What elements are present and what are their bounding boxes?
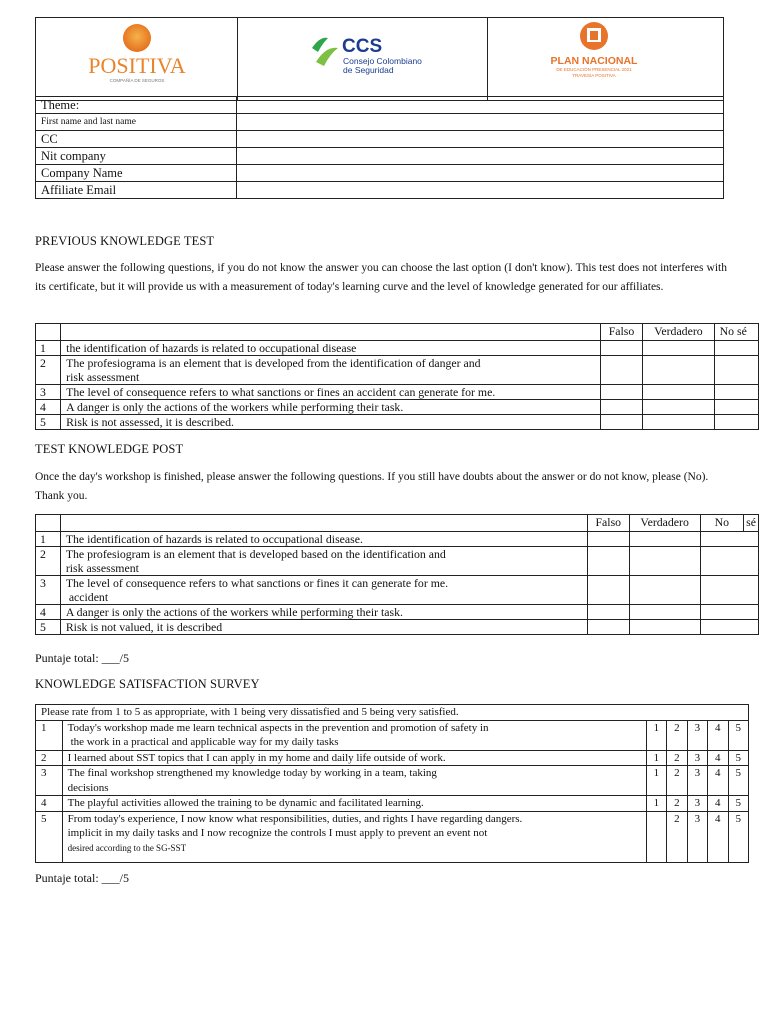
- rating-4[interactable]: 4: [708, 811, 728, 862]
- answer-no-se-cell[interactable]: [700, 576, 759, 605]
- table-row: [36, 796, 749, 812]
- posttest-table: [35, 514, 759, 635]
- row-number: 5: [36, 620, 61, 635]
- answer-verdadero-cell[interactable]: [643, 341, 714, 356]
- pretest-intro: Please answer the following questions, if you do not know the answer you can choose the last option (I don't know). This test does not interferes with its certificate, but it will provide us with a measurement of today's learning curve and the level of knowledge generated for our affiliates.: [35, 262, 727, 293]
- survey-instruction: Please rate from 1 to 5 as appropriate, with 1 being very dissatisfied and 5 being very satisfied.: [36, 705, 749, 721]
- question-line: desired according to the SG-SST: [67, 842, 187, 853]
- question-line: the work in a practical and applicable way for my daily tasks: [70, 736, 339, 748]
- rating-3[interactable]: 3: [687, 796, 707, 812]
- answer-verdadero-cell[interactable]: [629, 532, 700, 547]
- rating-2[interactable]: 2: [667, 766, 687, 796]
- answer-falso-cell[interactable]: [600, 400, 642, 415]
- answer-verdadero-cell[interactable]: [629, 605, 700, 620]
- rating-2[interactable]: 2: [667, 720, 687, 750]
- logo-positiva-cell: [36, 18, 238, 101]
- plan-logo-line1: PLAN NACIONAL: [550, 55, 638, 67]
- question-text: the identification of hazards is related to occupational disease: [61, 341, 601, 356]
- question-line: accident: [68, 590, 109, 604]
- ccs-logo-line1: Consejo Colombiano: [343, 56, 422, 66]
- ccs-logo: [238, 18, 487, 95]
- question-line: decisions: [67, 781, 109, 794]
- row-number: 3: [36, 766, 63, 796]
- plan-nacional-logo: [488, 18, 723, 95]
- rating-4[interactable]: 4: [708, 796, 728, 812]
- question-text: [60, 547, 587, 576]
- positiva-logo-name: POSITIVA: [88, 53, 186, 78]
- question-line: The final workshop strengthened my knowledge today by working in a team, taking: [67, 767, 437, 779]
- field-label-nit: Nit company: [36, 148, 237, 165]
- answer-falso-cell[interactable]: [587, 605, 629, 620]
- cc-input-cell[interactable]: [237, 131, 724, 148]
- logo-ccs-cell: [238, 18, 488, 101]
- question-line: risk assessment: [66, 370, 140, 384]
- answer-falso-cell[interactable]: [600, 415, 642, 430]
- answer-verdadero-cell[interactable]: [629, 576, 700, 605]
- rating-5[interactable]: 5: [728, 796, 749, 812]
- rating-5[interactable]: 5: [728, 750, 749, 766]
- question-line: The profesiograma is an element that is developed from the identification of danger and: [66, 356, 481, 370]
- answer-verdadero-cell[interactable]: [629, 620, 700, 635]
- answer-no-se-cell[interactable]: [700, 620, 759, 635]
- row-number: 1: [36, 341, 61, 356]
- rating-4[interactable]: 4: [708, 720, 728, 750]
- row-number: 4: [36, 605, 61, 620]
- table-row: [36, 811, 749, 862]
- col-verdadero: Verdadero: [643, 324, 714, 341]
- theme-input-cell[interactable]: [237, 97, 724, 114]
- table-row: [36, 400, 759, 415]
- answer-falso-cell[interactable]: [587, 620, 629, 635]
- question-line: Today's workshop made me learn technical aspects in the prevention and promotion of safety in: [67, 721, 489, 734]
- rating-1[interactable]: [646, 811, 666, 862]
- nit-input-cell[interactable]: [237, 148, 724, 165]
- field-label-company: Company Name: [36, 165, 237, 182]
- rating-5[interactable]: 5: [728, 720, 749, 750]
- company-input-cell[interactable]: [237, 165, 724, 182]
- table-row: [36, 576, 759, 605]
- question-line: risk assessment: [65, 561, 139, 575]
- logo-plan-cell: [488, 18, 724, 101]
- rating-5[interactable]: 5: [728, 811, 749, 862]
- rating-1[interactable]: 1: [646, 720, 666, 750]
- row-number: 5: [36, 811, 63, 862]
- pretest-title: PREVIOUS KNOWLEDGE TEST: [35, 234, 215, 248]
- answer-no-se-cell[interactable]: [714, 341, 758, 356]
- rating-5[interactable]: 5: [728, 766, 749, 796]
- answer-verdadero-cell[interactable]: [643, 400, 714, 415]
- question-line: implicit in my daily tasks and I now recognize the controls I must apply to prevent an event not: [67, 827, 488, 839]
- field-label-name: First name and last name: [36, 114, 237, 131]
- posttest-title: TEST KNOWLEDGE POST: [35, 442, 184, 456]
- row-number: 1: [36, 532, 61, 547]
- survey-table: [35, 704, 749, 863]
- table-row: [36, 547, 759, 576]
- posttest-header-row: [36, 515, 759, 532]
- question-line: The profesiogram is an element that is developed based on the identification and: [65, 547, 446, 561]
- row-number: 5: [36, 415, 61, 430]
- question-text: Risk is not valued, it is described: [60, 620, 587, 635]
- question-text: A danger is only the actions of the workers while performing their task.: [60, 605, 587, 620]
- col-se: sé: [744, 515, 759, 532]
- answer-falso-cell[interactable]: [600, 356, 642, 385]
- answer-no-se-cell[interactable]: [700, 605, 759, 620]
- rating-1[interactable]: 1: [646, 796, 666, 812]
- question-text: The identification of hazards is related to occupational disease.: [60, 532, 587, 547]
- answer-no-se-cell[interactable]: [714, 356, 758, 385]
- participant-info-table: [35, 96, 724, 199]
- table-row: [36, 341, 759, 356]
- table-row: [36, 532, 759, 547]
- row-number: 3: [36, 576, 61, 605]
- rating-3[interactable]: 3: [687, 811, 707, 862]
- field-label-theme: Theme:: [36, 97, 237, 114]
- plan-logo-line2: DE EDUCACIÓN PRESENCIAL 2021: [556, 67, 632, 72]
- name-input-cell[interactable]: [237, 114, 724, 131]
- survey-score: Puntaje total: ___/5: [35, 871, 129, 885]
- rating-3[interactable]: 3: [687, 750, 707, 766]
- table-row: [36, 750, 749, 766]
- answer-no-se-cell[interactable]: [714, 415, 758, 430]
- table-row: [36, 620, 759, 635]
- rating-4[interactable]: 4: [708, 750, 728, 766]
- row-number: 2: [36, 750, 63, 766]
- email-input-cell[interactable]: [237, 182, 724, 199]
- col-falso: Falso: [600, 324, 642, 341]
- answer-falso-cell[interactable]: [587, 576, 629, 605]
- row-number: 4: [36, 400, 61, 415]
- rating-2[interactable]: 2: [667, 750, 687, 766]
- answer-falso-cell[interactable]: [587, 532, 629, 547]
- posttest-score: Puntaje total: ___/5: [35, 651, 129, 665]
- row-number: 2: [36, 547, 61, 576]
- survey-title: KNOWLEDGE SATISFACTION SURVEY: [35, 677, 260, 691]
- table-row: [36, 385, 759, 400]
- ccs-logo-acronym: CCS: [342, 36, 383, 57]
- rating-4[interactable]: 4: [708, 766, 728, 796]
- survey-question: [62, 766, 646, 796]
- pretest-table: [35, 323, 759, 430]
- survey-question: The playful activities allowed the training to be dynamic and facilitated learning.: [62, 796, 646, 812]
- answer-falso-cell[interactable]: [600, 341, 642, 356]
- col-no: No: [700, 515, 744, 532]
- answer-falso-cell[interactable]: [587, 547, 629, 576]
- answer-falso-cell[interactable]: [600, 385, 642, 400]
- posttest-intro: Once the day's workshop is finished, please answer the following questions. If you still have doubts about the answer or do not know, please (No). Thank you.: [35, 471, 709, 502]
- answer-no-se-cell[interactable]: [700, 532, 759, 547]
- col-falso: Falso: [587, 515, 629, 532]
- field-label-email: Affiliate Email: [36, 182, 237, 199]
- table-row: [36, 356, 759, 385]
- positiva-logo: [36, 18, 237, 95]
- table-row: [36, 605, 759, 620]
- table-row: [36, 766, 749, 796]
- answer-no-se-cell[interactable]: [700, 547, 759, 576]
- field-label-cc: CC: [36, 131, 237, 148]
- answer-no-se-cell[interactable]: [714, 400, 758, 415]
- positiva-logo-sub: COMPAÑÍA DE SEGUROS: [109, 78, 165, 83]
- question-text: [60, 576, 587, 605]
- question-line: The level of consequence refers to what sanctions or fines it can generate for me.: [65, 576, 449, 590]
- rating-3[interactable]: 3: [687, 766, 707, 796]
- rating-2[interactable]: 2: [667, 796, 687, 812]
- row-number: 1: [36, 720, 63, 750]
- answer-no-se-cell[interactable]: [714, 385, 758, 400]
- answer-verdadero-cell[interactable]: [643, 356, 714, 385]
- question-text: [61, 356, 601, 385]
- table-row: [36, 720, 749, 750]
- answer-verdadero-cell[interactable]: [643, 415, 714, 430]
- rating-1[interactable]: 1: [646, 750, 666, 766]
- ccs-logo-line2: de Seguridad: [343, 65, 394, 75]
- rating-2[interactable]: 2: [667, 811, 687, 862]
- question-text: Risk is not assessed, it is described.: [61, 415, 601, 430]
- row-number: 2: [36, 356, 61, 385]
- question-text: A danger is only the actions of the workers while performing their task.: [61, 400, 601, 415]
- rating-1[interactable]: 1: [646, 766, 666, 796]
- col-no-se: No sé: [714, 324, 758, 341]
- answer-verdadero-cell[interactable]: [629, 547, 700, 576]
- header-table: [35, 17, 724, 101]
- survey-question: I learned about SST topics that I can apply in my home and daily life outside of work.: [62, 750, 646, 766]
- survey-question: [62, 720, 646, 750]
- rating-3[interactable]: 3: [687, 720, 707, 750]
- pretest-header-row: [36, 324, 759, 341]
- row-number: 4: [36, 796, 63, 812]
- table-row: [36, 415, 759, 430]
- row-number: 3: [36, 385, 61, 400]
- col-verdadero: Verdadero: [629, 515, 700, 532]
- answer-verdadero-cell[interactable]: [643, 385, 714, 400]
- survey-question: [62, 811, 646, 862]
- plan-logo-line3: TRAVESÍA POSITIVA: [572, 73, 616, 78]
- question-line: From today's experience, I now know what responsibilities, duties, and rights I have regarding dangers.: [67, 812, 523, 825]
- question-text: The level of consequence refers to what sanctions or fines an accident can generate for me.: [61, 385, 601, 400]
